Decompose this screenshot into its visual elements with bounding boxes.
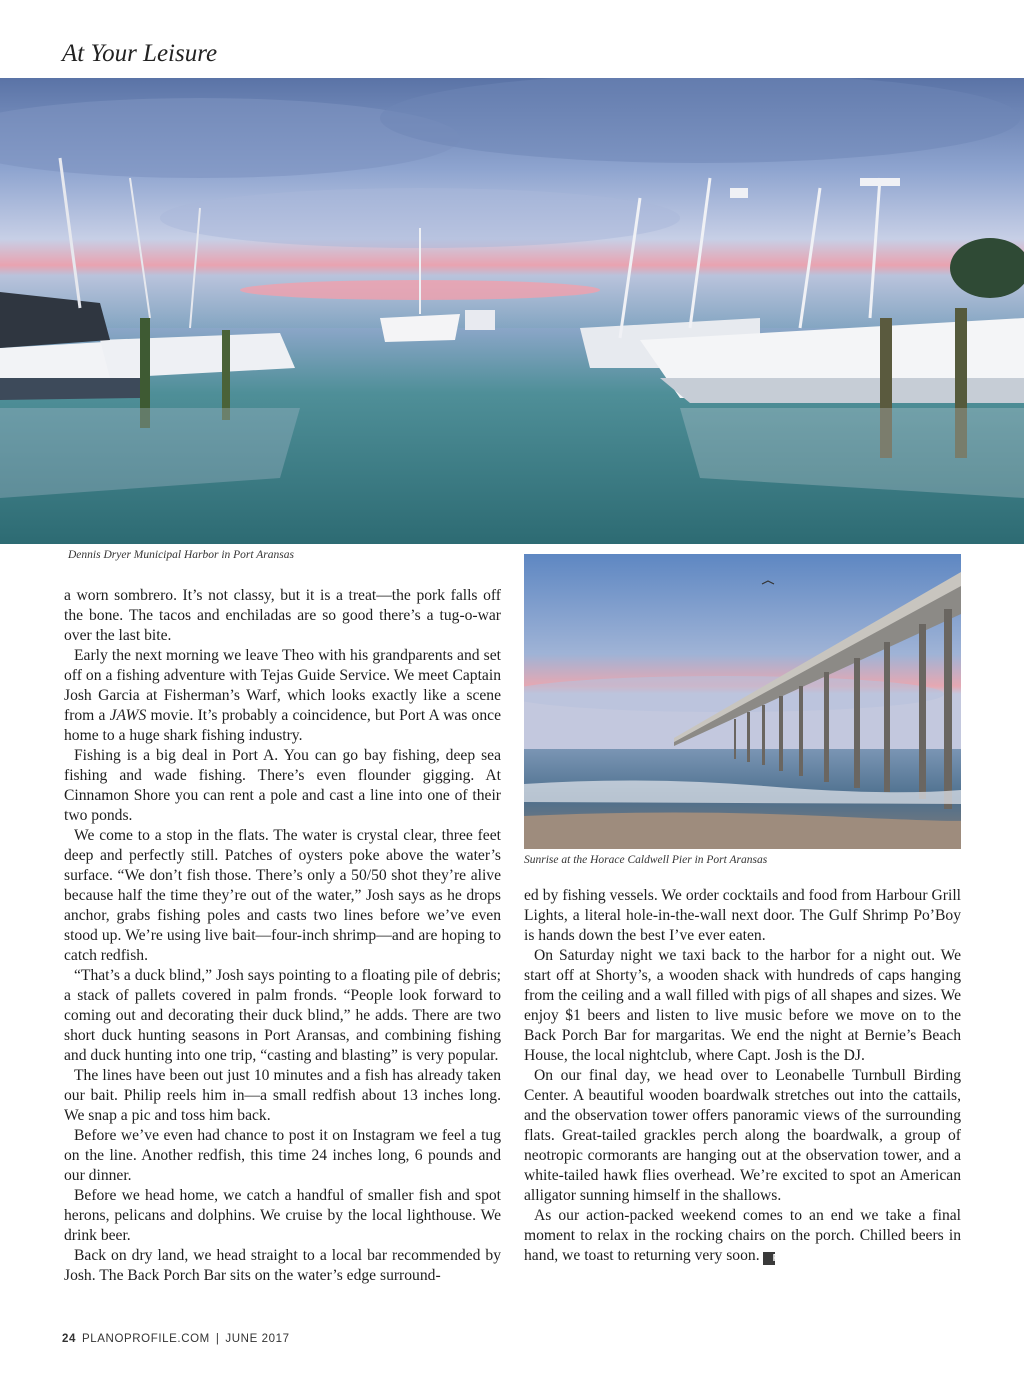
- pier-photo-caption: Sunrise at the Horace Caldwell Pier in Port Aransas: [524, 854, 768, 866]
- paragraph: The lines have been out just 10 minutes and a fish has already taken our bait. Philip reels him in—a small redfish about 13 inches long. We snap a pic and toss him back.: [64, 1067, 501, 1124]
- paragraph: Before we’ve even had chance to post it on Instagram we feel a tug on the line. Another redfish, this time 24 inches long, 6 pounds and our dinner.: [64, 1127, 501, 1184]
- paragraph: On Saturday night we taxi back to the harbor for a night out. We start off at Shorty’s, a wooden shack with hundreds of caps hanging from the ceiling and a wall filled with pigs of all shapes and sizes. We enjoy $1 beers and listen to live music before we move on to the Back Porch Bar for margaritas. We end the night at Bernie’s Beach House, the local nightclub, where Capt. Josh is the DJ.: [524, 947, 961, 1064]
- harbor-photo-caption: Dennis Dryer Municipal Harbor in Port Aransas: [68, 549, 294, 561]
- paragraph: Early the next morning we leave Theo with his grandparents and set off on a fishing adventure with Tejas Guide Service. We meet Captain Josh Garcia at Fisherman’s Warf, which looks exactly like a scene from a JAWS movie. It’s probably a coincidence, but Port A was once home to a huge shark fishing industry.: [64, 647, 501, 744]
- movie-title: JAWS: [109, 707, 147, 724]
- harbor-photo: [0, 78, 1024, 544]
- paragraph: ed by fishing vessels. We order cocktails and food from Harbour Grill Lights, a literal hole-in-the-wall next door. The Gulf Shrimp Po’Boy is hands down the best I’ve ever eaten.: [524, 887, 961, 944]
- paragraph: “That’s a duck blind,” Josh says pointing to a floating pile of debris; a stack of pallets covered in palm fronds. “People look forward to coming out and decorating their duck blind,” he adds. There are two short duck hunting seasons in Port Aransas, and combining fishing and duck hunting into one trip, “casting and blasting” is very popular.: [64, 967, 501, 1064]
- article-column-right: [524, 886, 961, 1266]
- article-column-left: [64, 586, 501, 1286]
- footer-separator: |: [215, 1333, 220, 1345]
- end-mark-icon: P: [763, 1252, 775, 1265]
- paragraph: Back on dry land, we head straight to a local bar recommended by Josh. The Back Porch Bar sits on the water’s edge surround-: [64, 1247, 501, 1284]
- paragraph: Fishing is a big deal in Port A. You can go bay fishing, deep sea fishing and wade fishing. There’s even flounder gigging. At Cinnamon Shore you can rent a pole and cast a line into one of their two ponds.: [64, 747, 501, 824]
- page-number: 24: [62, 1333, 76, 1345]
- paragraph: As our action-packed weekend comes to an end we take a final moment to relax in the rocking chairs on the porch. Chilled beers in hand, we toast to returning very soon. P: [524, 1207, 961, 1264]
- footer-issue: JUNE 2017: [225, 1333, 290, 1345]
- paragraph: We come to a stop in the flats. The water is crystal clear, three feet deep and perfectly still. Patches of oysters poke above the water’s surface. “We don’t fish those. There’s only a 50/50 shot they’re alive because half the time they’re out of the water,” Josh says as he drops anchor, grabs fishing poles and casts two lines before we’ve even stood up. We’re using live bait—four-inch shrimp—and are hoping to catch redfish.: [64, 827, 501, 964]
- footer-site: PLANOPROFILE.COM: [82, 1333, 210, 1345]
- paragraph: Before we head home, we catch a handful of smaller fish and spot herons, pelicans and dolphins. We cruise by the local lighthouse. We drink beer.: [64, 1187, 501, 1244]
- pier-photo: [524, 554, 961, 849]
- section-title: At Your Leisure: [62, 40, 218, 67]
- page-footer: [62, 1333, 290, 1345]
- paragraph: On our final day, we head over to Leonabelle Turnbull Birding Center. A beautiful wooden boardwalk stretches out into the cattails, and the observation tower offers panoramic views of the surrounding flats. Great-tailed grackles perch along the boardwalk, a group of neotropic cormorants are hanging out at the observation tower, and a white-tailed hawk flies overhead. We’re excited to spot an American alligator sunning himself in the shallows.: [524, 1067, 961, 1204]
- paragraph: a worn sombrero. It’s not classy, but it is a treat—the pork falls off the bone. The tacos and enchiladas are so good there’s a tug-o-war over the last bite.: [64, 587, 501, 644]
